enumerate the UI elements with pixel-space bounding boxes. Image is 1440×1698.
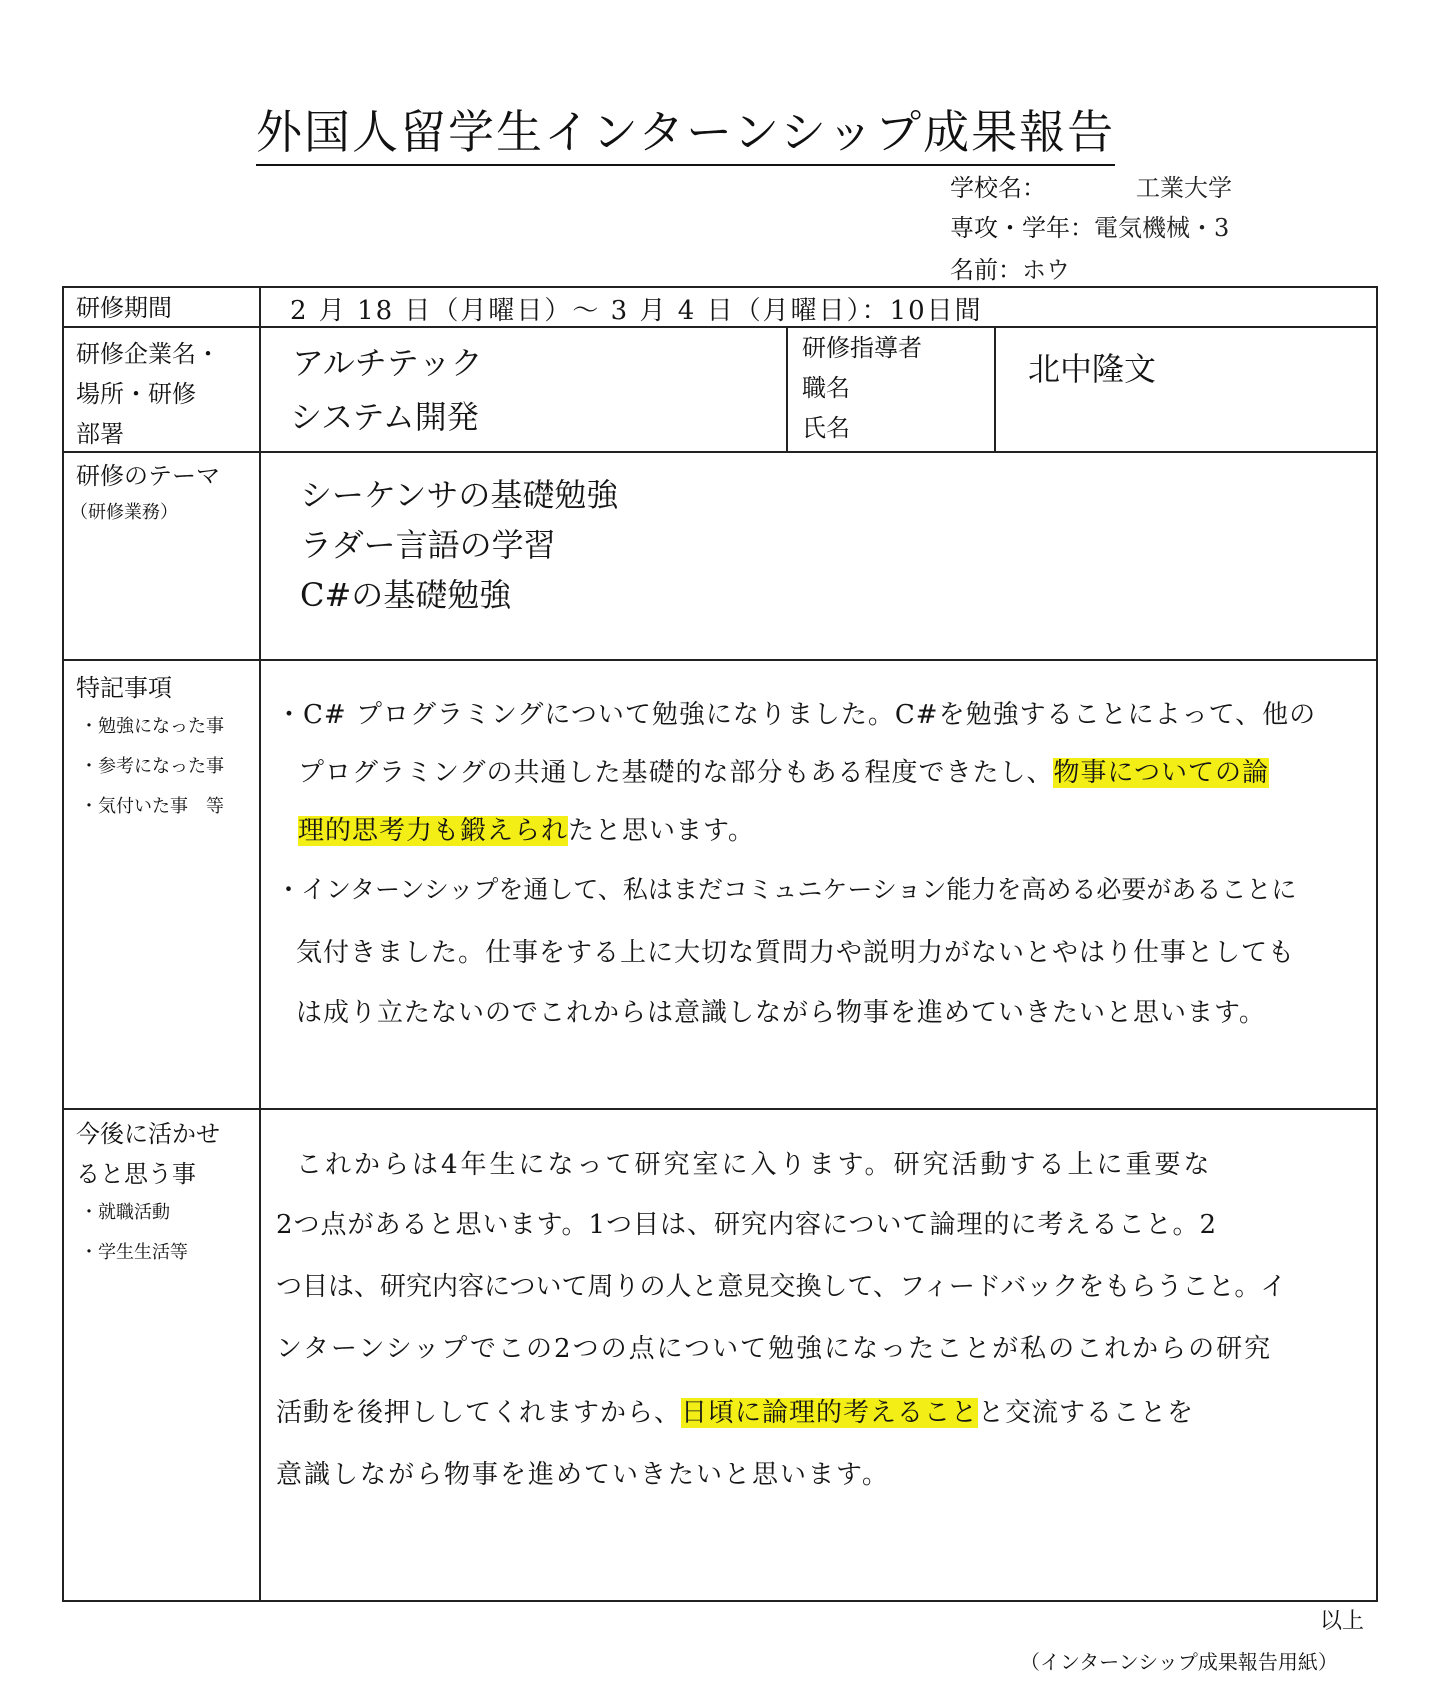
notes-line-3-text: たと思います。 — [568, 816, 755, 846]
notes-sub-label-3: ・気付いた事 等 — [80, 796, 224, 817]
future-line-5 — [276, 1392, 1194, 1429]
school-field — [950, 168, 1232, 203]
period-label: 研修期間 — [76, 294, 172, 322]
future-line-5-text: 活動を後押ししてくれますから、 — [276, 1398, 682, 1428]
future-line-3: つ目は、研究内容について周りの人と意見交換して、フィードバックをもらうこと。イ — [276, 1272, 1287, 1302]
row-divider-theme — [63, 659, 1377, 661]
notes-sub-label-2: ・参考になった事 — [80, 756, 224, 777]
major-label: 専攻・学年： — [950, 214, 1094, 242]
future-line-1: これからは4年生になって研究室に入ります。研究活動する上に重要な — [296, 1150, 1213, 1180]
supervisor-value-divider — [994, 327, 996, 451]
major-value: 電気機械・3 — [1094, 214, 1230, 242]
school-label: 学校名： — [950, 174, 1046, 202]
theme-label: 研修のテーマ — [76, 462, 220, 490]
notes-line-1: ・C# プログラミングについて勉強になりました。C#を勉強することによって、他の — [276, 700, 1317, 730]
notes-highlight-2: 理的思考力も鍛えられ — [298, 816, 569, 846]
row-divider-company — [63, 451, 1377, 453]
school-value: 工業大学 — [1136, 174, 1232, 202]
theme-sub-label: （研修業務） — [70, 502, 178, 523]
row-divider-notes — [63, 1108, 1377, 1110]
future-line-4: ンターンシップでこの2つの点について勉強になったことが私のこれからの研究 — [276, 1334, 1273, 1364]
future-highlight: 日頃に論理的考えること — [681, 1398, 979, 1428]
theme-line-1: シーケンサの基礎勉強 — [300, 476, 619, 514]
notes-line-3 — [298, 810, 755, 847]
notes-highlight-1: 物事についての論 — [1053, 758, 1269, 788]
future-label-line-2: ると思う事 — [76, 1160, 196, 1188]
period-value: 2 月 18 日（月曜日）～ 3 月 4 日（月曜日）：10日間 — [290, 296, 983, 326]
supervisor-label-divider — [786, 327, 788, 451]
company-label-line-2: 場所・研修 — [76, 380, 196, 408]
notes-line-4: ・インターンシップを通して、私はまだコミュニケーション能力を高める必要があることに — [276, 875, 1297, 904]
name-field — [950, 250, 1070, 285]
notes-line-2 — [298, 752, 1269, 789]
name-label: 名前： — [950, 256, 1022, 284]
future-sub-label-1: ・就職活動 — [80, 1202, 170, 1223]
label-column-divider — [259, 287, 261, 1601]
end-mark: 以上 — [1320, 1609, 1365, 1634]
supervisor-value: 北中隆文 — [1028, 350, 1157, 388]
major-field — [950, 208, 1229, 243]
company-label-line-3: 部署 — [76, 420, 124, 448]
theme-line-3: C#の基礎勉強 — [300, 576, 512, 614]
supervisor-label-line-2: 職名 — [802, 374, 850, 402]
supervisor-label-line-1: 研修指導者 — [802, 334, 922, 362]
form-name: （インターンシップ成果報告用紙） — [1020, 1650, 1338, 1674]
future-line-5-tail: と交流することを — [978, 1398, 1195, 1428]
notes-line-2-text: プログラミングの共通した基礎的な部分もある程度できたし、 — [298, 758, 1054, 788]
page-title: 外国人留学生インターンシップ成果報告 — [256, 96, 1115, 166]
company-value-line-1: アルチテック — [292, 344, 483, 382]
theme-line-2: ラダー言語の学習 — [300, 526, 556, 564]
notes-label: 特記事項 — [76, 674, 172, 702]
notes-line-5: 気付きました。仕事をする上に大切な質問力や説明力がないとやはり仕事としても — [296, 938, 1296, 968]
name-value: ホウ — [1022, 256, 1070, 284]
company-value-line-2: システム開発 — [290, 398, 479, 436]
supervisor-label-line-3: 氏名 — [802, 414, 850, 442]
future-label-line-1: 今後に活かせ — [76, 1120, 220, 1148]
future-sub-label-2: ・学生生活等 — [80, 1242, 188, 1263]
company-label-line-1: 研修企業名・ — [76, 340, 220, 368]
future-line-2: 2つ点があると思います。1つ目は、研究内容について論理的に考えること。2 — [276, 1210, 1218, 1240]
notes-sub-label-1: ・勉強になった事 — [80, 716, 224, 737]
future-line-6: 意識しながら物事を進めていきたいと思います。 — [276, 1460, 890, 1490]
notes-line-6: は成り立たないのでこれからは意識しながら物事を進めていきたいと思います。 — [296, 998, 1266, 1028]
